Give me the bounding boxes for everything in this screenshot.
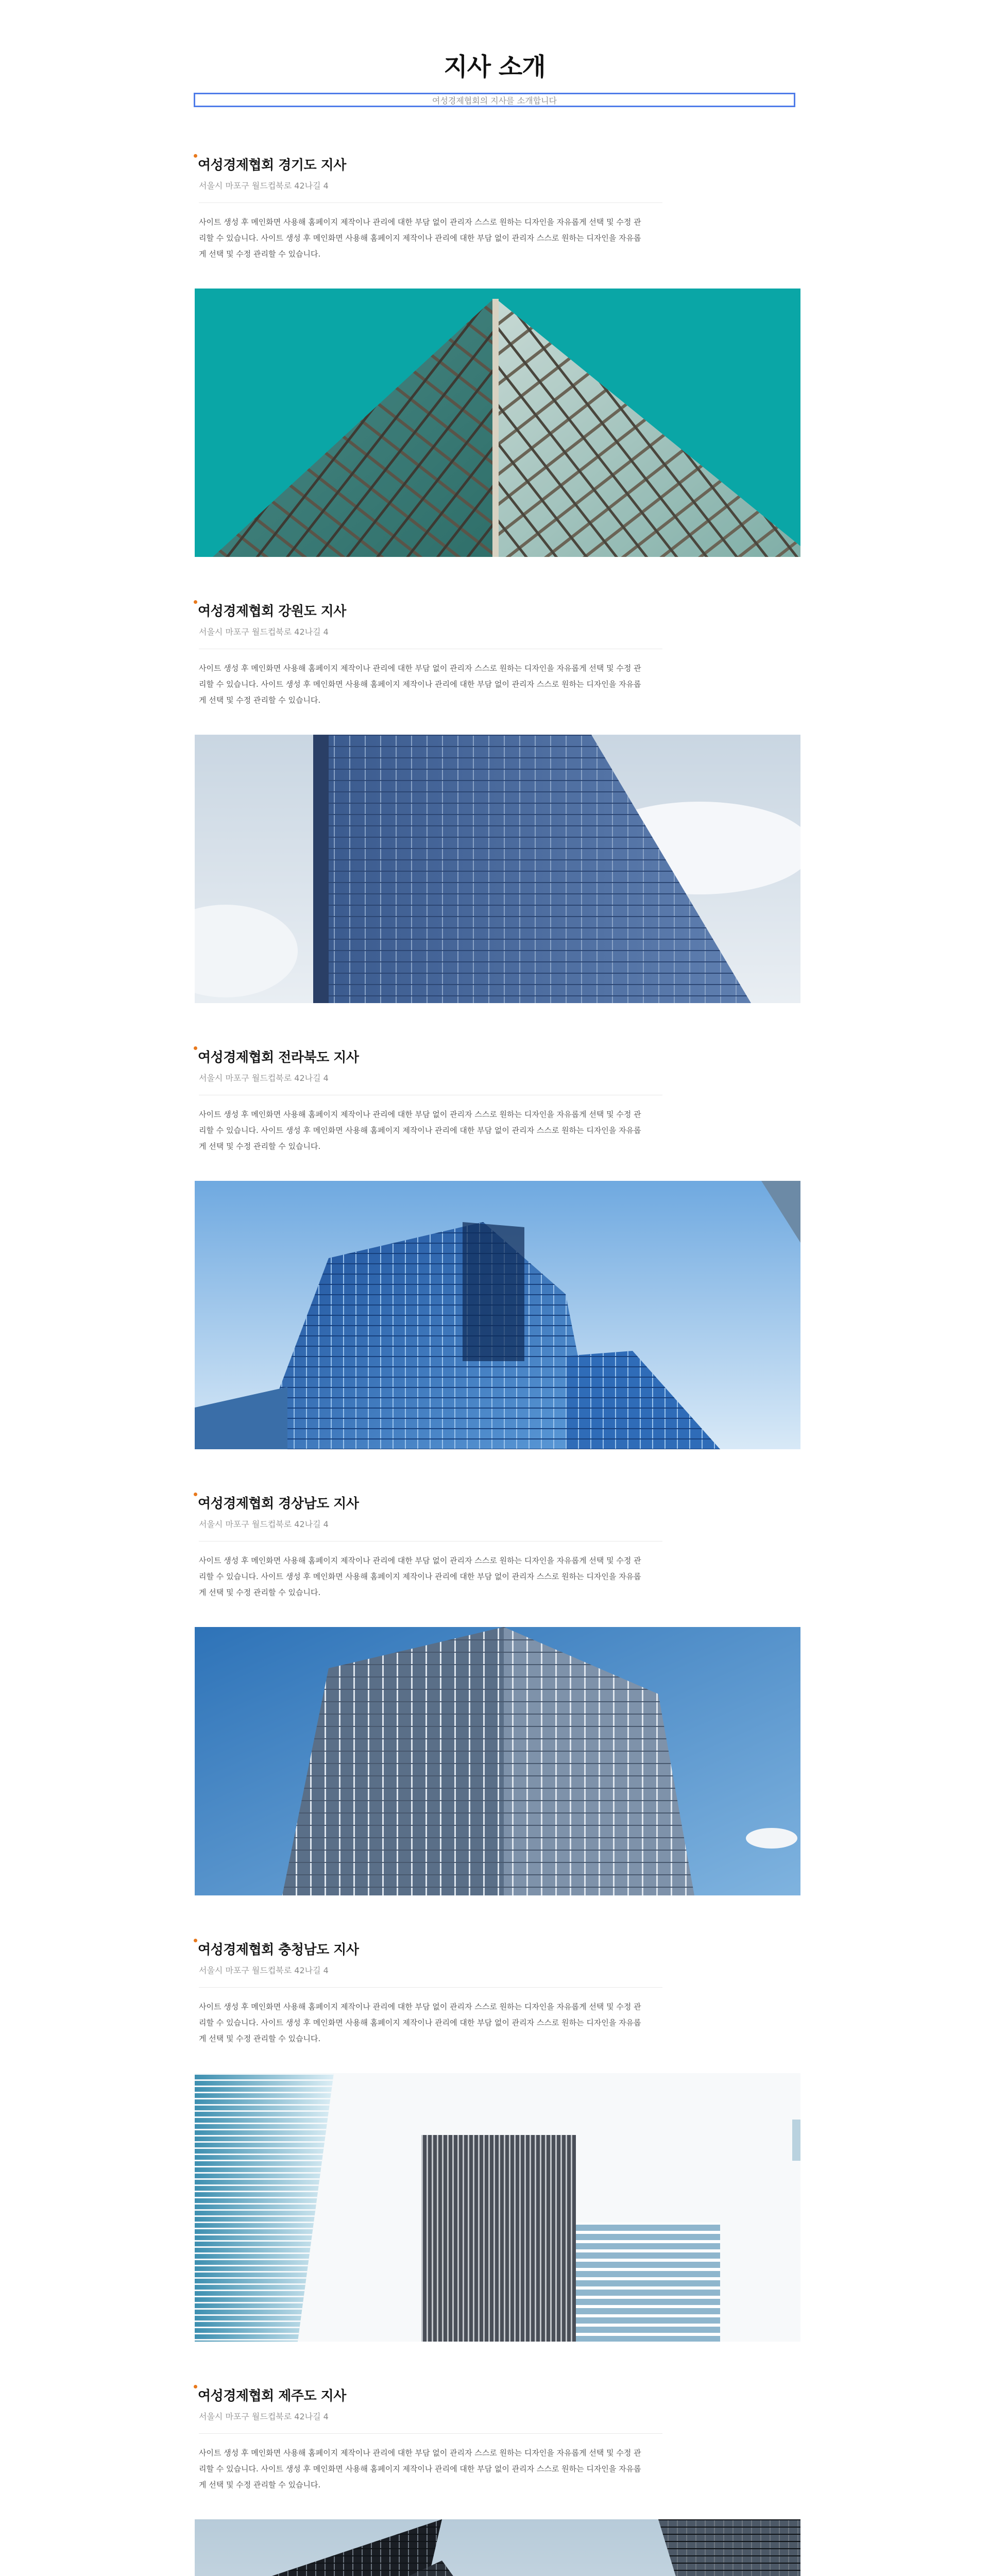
accent-dot-icon xyxy=(194,154,197,158)
branch-jeonbuk xyxy=(195,1048,800,1162)
branch-photo xyxy=(195,1181,800,1449)
branch-photo xyxy=(195,2073,800,2342)
branch-title: 여성경제협회 충청남도 지사 xyxy=(198,1941,800,1959)
accent-dot-icon xyxy=(194,600,197,604)
branch-jeju xyxy=(195,2387,800,2501)
branch-address: 서울시 마포구 월드컵북로 42나길 4 xyxy=(199,181,329,191)
page-header xyxy=(0,0,989,107)
branch-description: 사이트 생성 후 메인화면 사용해 홈페이지 제작이나 관리에 대한 부담 없이 관리자 스스로 원하는 디자인을 자유롭게 선택 및 수정 관리할 수 있습니다. 사이트 생성 후 메인화면 사용해 홈페이지 제작이나 관리에 대한 부담 없이 관리자 스스로 원하는 디자인을 자유롭게 선택 및 수정 관리할 수 있습니다. xyxy=(199,2002,641,2043)
branch-description: 사이트 생성 후 메인화면 사용해 홈페이지 제작이나 관리에 대한 부담 없이 관리자 스스로 원하는 디자인을 자유롭게 선택 및 수정 관리할 수 있습니다. 사이트 생성 후 메인화면 사용해 홈페이지 제작이나 관리에 대한 부담 없이 관리자 스스로 원하는 디자인을 자유롭게 선택 및 수정 관리할 수 있습니다. xyxy=(199,664,641,705)
branch-description: 사이트 생성 후 메인화면 사용해 홈페이지 제작이나 관리에 대한 부담 없이 관리자 스스로 원하는 디자인을 자유롭게 선택 및 수정 관리할 수 있습니다. 사이트 생성 후 메인화면 사용해 홈페이지 제작이나 관리에 대한 부담 없이 관리자 스스로 원하는 디자인을 자유롭게 선택 및 수정 관리할 수 있습니다. xyxy=(199,217,641,259)
branch-description: 사이트 생성 후 메인화면 사용해 홈페이지 제작이나 관리에 대한 부담 없이 관리자 스스로 원하는 디자인을 자유롭게 선택 및 수정 관리할 수 있습니다. 사이트 생성 후 메인화면 사용해 홈페이지 제작이나 관리에 대한 부담 없이 관리자 스스로 원하는 디자인을 자유롭게 선택 및 수정 관리할 수 있습니다. xyxy=(199,1556,641,1597)
page-subtitle: 여성경제협회의 지사를 소개합니다 xyxy=(194,93,795,107)
branch-title: 여성경제협회 전라북도 지사 xyxy=(198,1048,800,1067)
branch-photo xyxy=(195,735,800,1003)
branch-title: 여성경제협회 강원도 지사 xyxy=(198,602,800,621)
accent-dot-icon xyxy=(194,1939,197,1942)
accent-dot-icon xyxy=(194,2385,197,2388)
branch-title: 여성경제협회 제주도 지사 xyxy=(198,2387,800,2405)
branch-description: 사이트 생성 후 메인화면 사용해 홈페이지 제작이나 관리에 대한 부담 없이 관리자 스스로 원하는 디자인을 자유롭게 선택 및 수정 관리할 수 있습니다. 사이트 생성 후 메인화면 사용해 홈페이지 제작이나 관리에 대한 부담 없이 관리자 스스로 원하는 디자인을 자유롭게 선택 및 수정 관리할 수 있습니다. xyxy=(199,2448,641,2489)
branch-chungnam xyxy=(195,1941,800,2055)
divider xyxy=(199,202,662,203)
branch-address: 서울시 마포구 월드컵북로 42나길 4 xyxy=(199,2412,329,2421)
branch-photo xyxy=(195,1627,800,1895)
divider xyxy=(199,2433,662,2434)
branch-photo xyxy=(195,289,800,557)
branch-gangwon xyxy=(195,602,800,716)
branch-address: 서울시 마포구 월드컵북로 42나길 4 xyxy=(199,1073,329,1083)
branch-gyeonggi xyxy=(195,156,800,270)
branch-description: 사이트 생성 후 메인화면 사용해 홈페이지 제작이나 관리에 대한 부담 없이 관리자 스스로 원하는 디자인을 자유롭게 선택 및 수정 관리할 수 있습니다. 사이트 생성 후 메인화면 사용해 홈페이지 제작이나 관리에 대한 부담 없이 관리자 스스로 원하는 디자인을 자유롭게 선택 및 수정 관리할 수 있습니다. xyxy=(199,1110,641,1151)
page-title: 지사 소개 xyxy=(444,53,545,81)
branch-address: 서울시 마포구 월드컵북로 42나길 4 xyxy=(199,1519,329,1529)
branch-photo xyxy=(195,2519,800,2576)
branch-address: 서울시 마포구 월드컵북로 42나길 4 xyxy=(199,1965,329,1975)
accent-dot-icon xyxy=(194,1046,197,1050)
branch-title: 여성경제협회 경상남도 지사 xyxy=(198,1495,800,1513)
branch-address: 서울시 마포구 월드컵북로 42나길 4 xyxy=(199,627,329,637)
divider xyxy=(199,1987,662,1988)
branch-gyeongnam xyxy=(195,1495,800,1608)
branch-title: 여성경제협회 경기도 지사 xyxy=(198,156,800,175)
accent-dot-icon xyxy=(194,1493,197,1496)
